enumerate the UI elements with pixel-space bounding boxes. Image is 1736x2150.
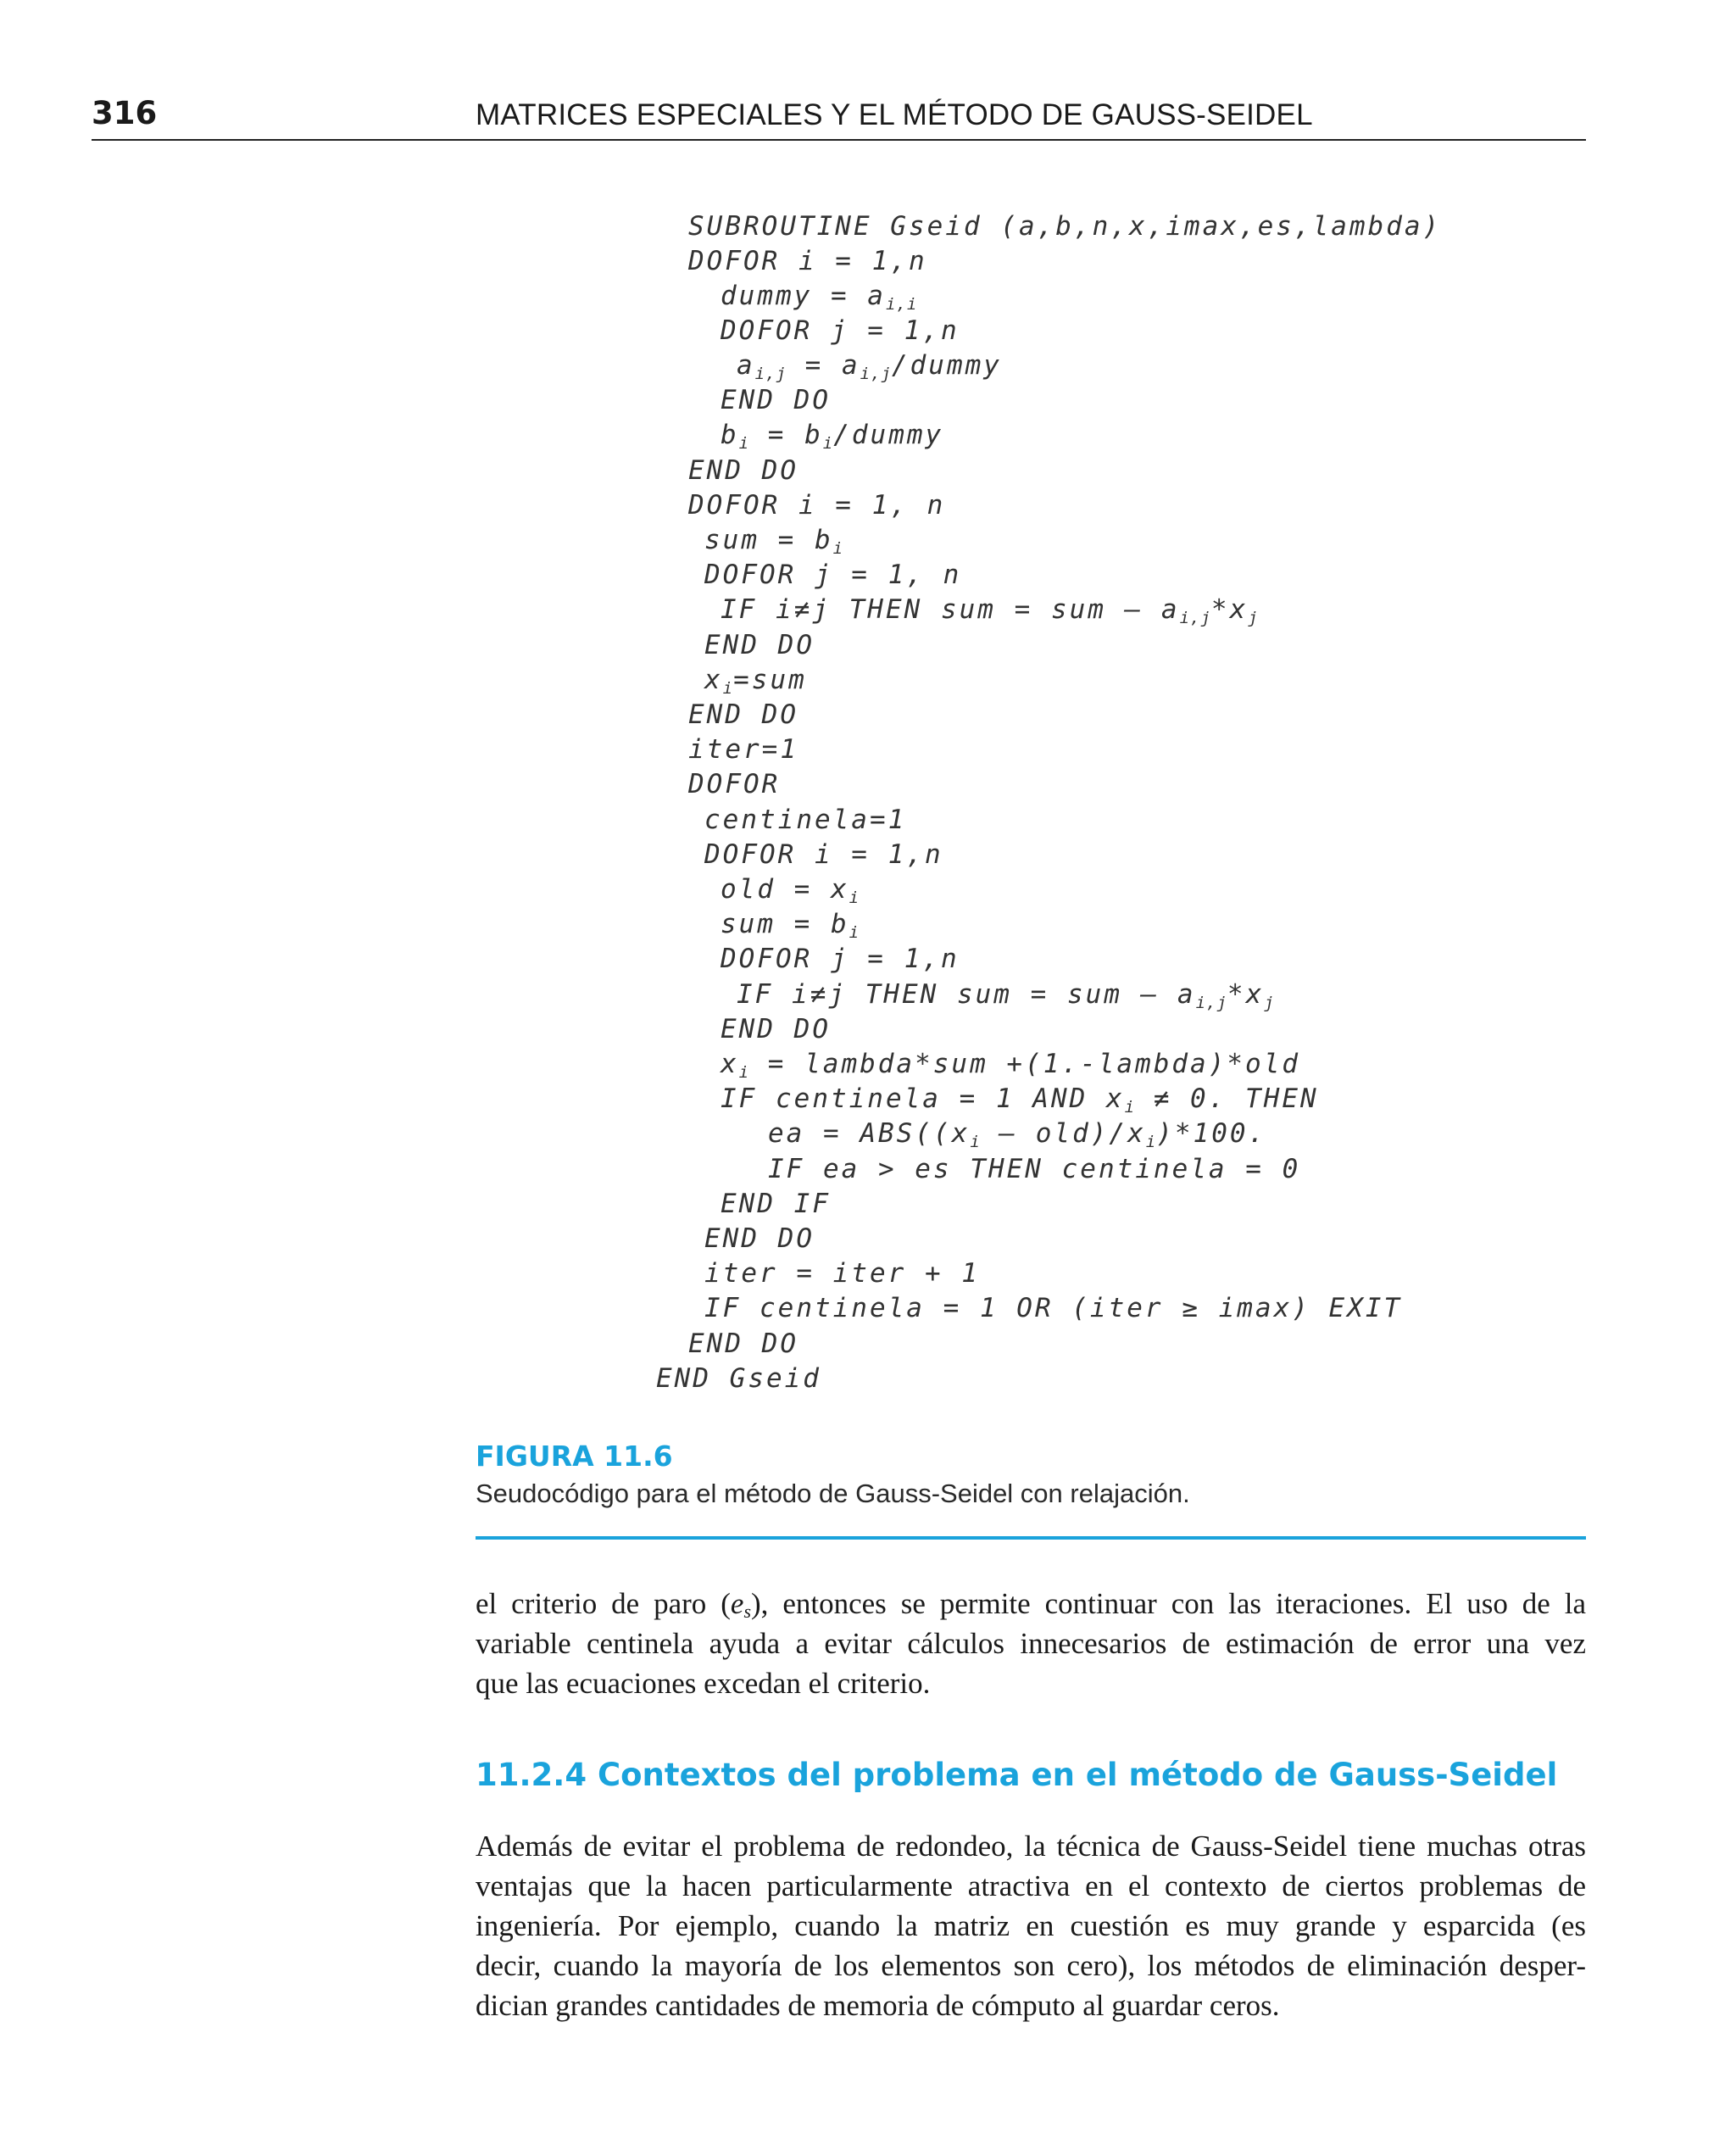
text-line: el criterio de paro $(e_s)$, entonces se permite continuar con las iteraciones. El uso de la [476,1587,1586,1622]
code-line: DOFOR j = 1,n [721,315,960,346]
figure-divider [476,1536,1586,1540]
text-line: decir, cuando la mayoría de los elementos son cero), los métodos de eliminación desper- [476,1949,1586,1982]
code-line: DOFOR i = 1,n [704,839,943,870]
chapter-title: MATRICES ESPECIALES Y EL MÉTODO DE GAUSS-SEIDEL [476,98,1313,131]
code-line: $b_i$ = $b_i$/dummy [721,420,944,453]
code-line: END DO [721,1014,831,1044]
code-line: sum = $b_i$ [704,525,844,558]
code-line: DOFOR i = 1, n [688,490,946,521]
code-line: END DO [721,385,831,415]
code-line: END DO [688,699,798,730]
code-line: IF ea > es THEN centinela = 0 [768,1154,1301,1184]
code-line: old = $x_i$ [721,874,860,907]
code-line: $x_i$ = lambda*sum +(1.-lambda)*old [721,1049,1301,1082]
code-line: END IF [721,1189,831,1219]
text-line: variable centinela ayuda a evitar cálculos innecesarios de estimación de error una vez [476,1627,1586,1660]
code-line: END Gseid [656,1363,821,1394]
code-line: DOFOR j = 1, n [704,560,962,590]
code-line: IF centinela = 1 AND $x_i \ne 0$. THEN [721,1083,1319,1117]
code-line: END DO [688,1328,798,1359]
text-line: Además de evitar el problema de redondeo, la técnica de Gauss-Seidel tiene muchas otras [476,1830,1586,1863]
section-heading: 11.2.4 Contextos del problema en el método de Gauss-Seidel [476,1757,1558,1793]
code-line: END DO [704,1223,815,1254]
code-line: IF centinela = 1 OR (iter ≥ imax) EXIT [704,1293,1403,1323]
body-paragraph [476,1584,1586,1703]
figure-label: FIGURA 11.6 [476,1440,673,1473]
code-line: SUBROUTINE Gseid (a,b,n,x,imax,es,lambda) [688,211,1442,242]
code-line: iter=1 [688,734,798,765]
code-line: DOFOR [688,769,781,799]
figure-caption: Seudocódigo para el método de Gauss-Seidel con relajación. [476,1479,1190,1508]
code-line: dummy = $a_{i,i}$ [721,281,918,314]
body-paragraph [476,1826,1586,2025]
code-line: IF i≠j THEN sum = sum – $a_{i,j}*x_j$ [721,594,1259,627]
code-line: DOFOR i = 1,n [688,246,927,276]
code-line: IF i≠j THEN sum = sum – $a_{i,j}*x_j$ [737,979,1275,1012]
code-line: sum = $b_i$ [721,909,860,942]
text-line: que las ecuaciones excedan el criterio. [476,1667,931,1700]
code-line: iter = iter + 1 [704,1258,980,1289]
code-line: $x_i=sum$ [704,665,807,698]
code-line: END DO [688,455,798,486]
text-line: ventajas que la hacen particularmente atractiva en el contexto de ciertos problemas de [476,1869,1586,1902]
code-line: DOFOR j = 1,n [721,944,960,974]
page-number: 316 [92,95,158,131]
text-line: ingeniería. Por ejemplo, cuando la matriz en cuestión es muy grande y esparcida (es [476,1909,1586,1942]
text-line: dician grandes cantidades de memoria de cómputo al guardar ceros. [476,1989,1280,2022]
code-line: ea = $ABS((x_i - old)/x_i)*100$. [768,1118,1267,1151]
code-line: END DO [704,630,815,660]
code-line: $a_{i,j}$ = $a_{i,j}$/dummy [737,350,1002,383]
code-line: centinela=1 [704,805,907,835]
